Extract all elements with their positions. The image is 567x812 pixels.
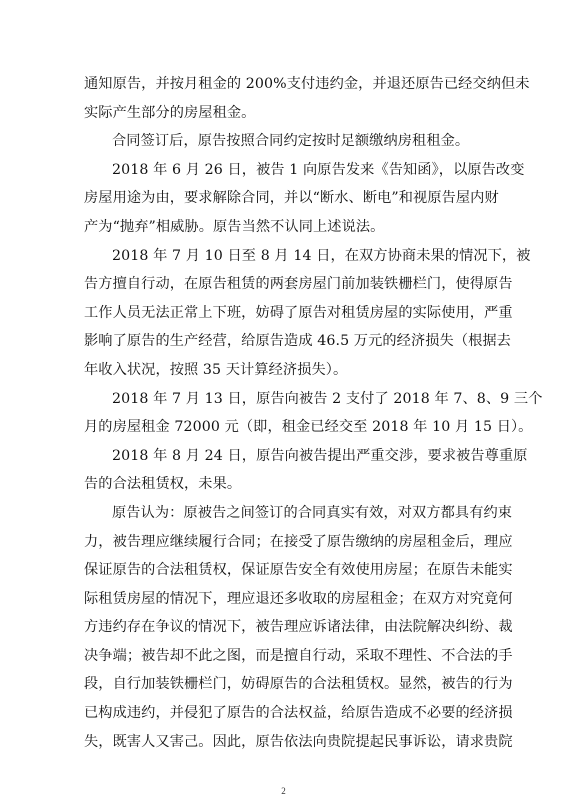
text-line: 产为“抛弃”相威胁。原告当然不认同上述说法。 [84, 218, 385, 235]
text-line: 2018 年 7 月 13 日，原告向被告 2 支付了 2018 年 7、8、9 三个 [112, 390, 543, 407]
text-line: 2018 年 6 月 26 日，被告 1 向原告发来《告知函》，以原告改变 [112, 161, 525, 178]
text-line: 实际产生部分的房屋租金。 [84, 104, 256, 121]
text-line: 决争端；被告却不此之图，而是擅自行动，采取不理性、不合法的手 [84, 647, 513, 664]
text-line: 通知原告，并按月租金的 200%支付违约金，并退还原告已经交纳但未 [84, 76, 530, 92]
text-line: 2018 年 8 月 24 日，原告向被告提出严重交涉，要求被告尊重原 [112, 447, 528, 464]
document-body [84, 70, 543, 756]
text-line: 告的合法租赁权，未果。 [84, 476, 242, 493]
text-line: 际租赁房屋的情况下，理应退还多收取的房屋租金；在双方对究竟何 [84, 590, 513, 607]
text-line: 影响了原告的生产经营，给原告造成 46.5 万元的经济损失（根据去 [84, 333, 511, 350]
paragraph-notice-letter [84, 156, 525, 242]
text-line: 方违约存在争议的情况下，被告理应诉诸法律，由法院解决纠纷、裁 [84, 619, 513, 636]
paragraph-iron-gate [84, 242, 531, 385]
paragraph-continuation [84, 70, 530, 127]
text-line: 2018 年 7 月 10 日至 8 月 14 日，在双方协商未果的情况下，被 [112, 247, 531, 264]
text-line: 合同签订后，原告按照合同约定按时足额缴纳房租租金。 [112, 133, 470, 150]
page-number: 2 [281, 786, 286, 796]
text-line: 工作人员无法正常上下班，妨碍了原告对租赁房屋的实际使用，严重 [84, 304, 513, 321]
text-line: 已构成违约，并侵犯了原告的合法权益，给原告造成不必要的经济损 [84, 705, 513, 722]
text-line: 告方擅自行动，在原告租赁的两套房屋门前加装铁栅栏门，使得原告 [84, 276, 513, 293]
paragraph-rent-payment [84, 385, 543, 442]
text-line: 年收入状况，按照 35 天计算经济损失）。 [84, 361, 348, 378]
paragraph-negotiation [84, 442, 528, 499]
text-line: 月的房屋租金 72000 元（即，租金已经交至 2018 年 10 月 15 日）。 [84, 419, 533, 436]
text-line: 房屋用途为由，要求解除合同，并以“断水、断电”和视原告屋内财 [84, 190, 499, 207]
text-line: 段，自行加装铁栅栏门，妨碍原告的合法租赁权。显然，被告的行为 [84, 676, 513, 693]
text-line: 保证原告的合法租赁权，保证原告安全有效使用房屋；在原告未能实 [84, 562, 513, 579]
text-line: 失，既害人又害己。因此，原告依法向贵院提起民事诉讼，请求贵院 [84, 733, 513, 750]
text-line: 力，被告理应继续履行合同；在接受了原告缴纳的房屋租金后，理应 [84, 533, 513, 550]
text-line: 原告认为：原被告之间签订的合同真实有效，对双方都具有约束 [112, 504, 513, 521]
paragraph-plaintiff-view [84, 499, 513, 756]
paragraph-rent-paid [84, 127, 494, 156]
